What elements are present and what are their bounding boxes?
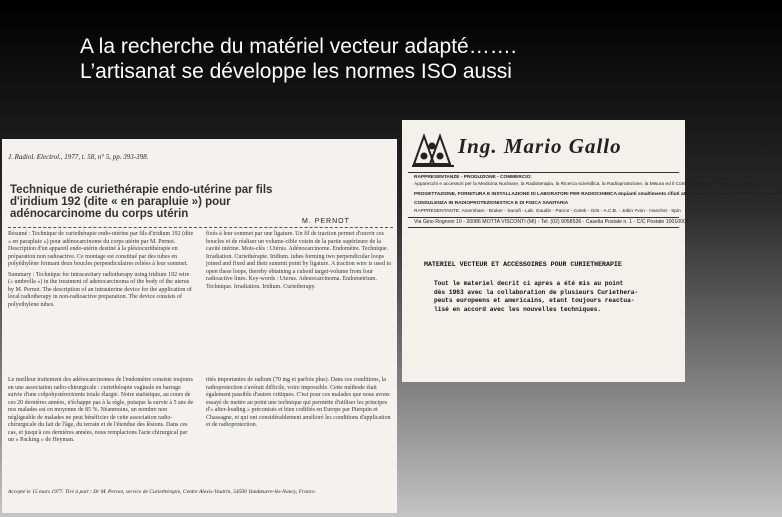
company-name: Ing. Mario Gallo <box>458 134 622 158</box>
typed-line-2: dès 1963 avec la collaboration de plusieurs Curiethera- <box>434 288 639 296</box>
letterhead-line-5: RAPPRESENTANTE: Amersham - Bruker - Sanofi - Lab. Gaudin - Parcor - Cetek - Oris - A.C.B. - Jobin Yvon - Hoechst - Spin <box>414 209 681 214</box>
typed-title: MATERIEL VECTEUR ET ACCESSOIRES POUR CURIETHERAPIE <box>424 261 622 268</box>
letterhead-line-4: CONSULENZA IN RADIOPROTEZIONISTICA E DI FISICA SANITARIA <box>414 201 569 206</box>
letterhead-rule-bottom <box>408 227 679 228</box>
abstract-column <box>8 231 194 369</box>
letterhead-rule-mid <box>408 217 679 218</box>
letterhead-line-2: Apparecchi e accessori per la Medicina Nucleare, la Radioterapia, la Ricerca scientifica, la Radioprotezione, la Misura ed il Controllo della Radioattività, Radioisotopi <box>414 182 764 187</box>
article-footnote: Accepté le 15 mars 1977. Tiré à part : Dr M. Pernot, service de Curiethérapie, Centre Alexis-Vautrin, 54500 Vandœuvre-lès-Nancy, France. <box>8 489 317 495</box>
resume-paragraph: Résumé : Technique de curiethérapie endo-utérine par fils d'iridium 192 (dite « en parapluie ») pour adénocarcinome du corps utérin par M. Pernot. Description d'un appareil endo-utérin destiné à la plésiocurithérapie en préparation non radioactive. Ce montage est constitué par des tubes en polyéthylène formant deux boucles perpendiculaires reliées à leur sommet. <box>8 231 194 267</box>
slide-title <box>80 34 670 84</box>
article-divider <box>8 227 393 228</box>
article-author: M. PERNOT <box>302 218 350 225</box>
body-right-column: tités importantes de radium (70 mg et parfois plus). Dans ces conditions, la radioprotection s'avérait difficile, voire impossible. Cette méthode était également passible d'autres critiques. C'est pour ces malades que nous avons essayé de mettre au point une technique qui permette d'utiliser les principes d'« after-loading » préconisés et bien codifiés en Europe par Pierquin et Chassagne, et qui ont considérablement amélioré les conditions d'application et de radioprotection. <box>206 377 391 428</box>
summary-paragraph: Summary : Technique for intracavitary radiotherapy using iridium 192 wire (« umbrella ») in the treatment of adenocarcinoma of the body of the uterus by M. Pernot. The description of an intrauterine device for the application of local radiotherapy in non-radioactive preparation. The device consists of polyethylene tubes. <box>8 271 192 308</box>
title-line-2: L’artisanat se développe les normes ISO aussi <box>80 60 512 83</box>
journal-reference: J. Radiol. Electrol., 1977, t. 58, n° 5, pp. 393-398. <box>8 153 149 161</box>
letterhead-address: Via Gino Rognoni 10 - 20086 MOTTA VISCONTI (MI) - Tel. (02) 9058536 - Casella Postale n. 1 - C/C Postale 10010004 <box>414 219 689 225</box>
typed-line-3: peuts europeens et americains, etant toujours reactua- <box>434 297 635 305</box>
abstract-right-column: fixés à leur sommet par une ligature. Un fil de traction permet d'ouvrir ces boucles et de réaliser un volume-cible voisin de la partie supérieure de la cavité utérine. Mots-clés : Utérus. Adénocarcinome. Endomètre. Technique. Irradiation. Curiethérapie. Iridium. tubes forming two perpendicular loops joined and fixed and their summit point by ligature. A traction wire is used to open these loops, thereby obtaining a cuboid target-volume from four radioactive lines. Key-words : Uterus. Adenocarcinoma. Endometrium. Technique. Irradiation. Iridium. Curietherapy. <box>206 231 392 290</box>
letterhead-scan <box>402 120 782 382</box>
company-logo-icon <box>410 130 456 168</box>
article-scan <box>2 139 397 513</box>
title-line-1: A la recherche du matériel vecteur adapté……. <box>80 35 517 58</box>
body-left-column: Le meilleur traitement des adénocarcinomes de l'endomètre consiste toujours en une association radio-chirurgicale : curiethérapie vaginale en barrage suivie d'une colpohystérectomie totale élargie. Notre statistique, au cours de ces 20 dernières années, n'échappe pas à la règle, puisque la survie à 5 ans de nos malades est en moyenne de 85 %. Néanmoins, un nombre non négligeable de malades ne peut bénéficier de cette association radio-chirurgicale du fait de l'âge, du terrain et de l'étendue des lésions. Dans ces cas, et jusqu'à ces dernières années, nous remplacions l'acte chirurgical par un « Packing » de Heyman. <box>8 377 194 443</box>
letterhead-line-3: PROGETTAZIONE, FORNITURA E INSTALLAZIONE DI LABORATORI PER RADIOCHIMICA Impianti smaltimento rifiuti attivi, manipolazione ambientale e personale <box>414 192 782 197</box>
typed-line-1: Tout le materiel decrit ci apres a été mis au point <box>434 280 624 287</box>
typed-body <box>434 280 674 314</box>
letterhead-rule-top <box>408 172 679 173</box>
article-title: Technique de curiethérapie endo-utérine par fils d'iridium 192 (dite « en parapluie ») pour adénocarcinome du corps utérin <box>10 184 273 220</box>
letterhead-line-1: RAPPRESENTANZE - PRODUZIONE - COMMERCIO: <box>414 175 532 180</box>
typed-line-4: lisé en accord avec les nouvelles techniques. <box>434 305 602 313</box>
